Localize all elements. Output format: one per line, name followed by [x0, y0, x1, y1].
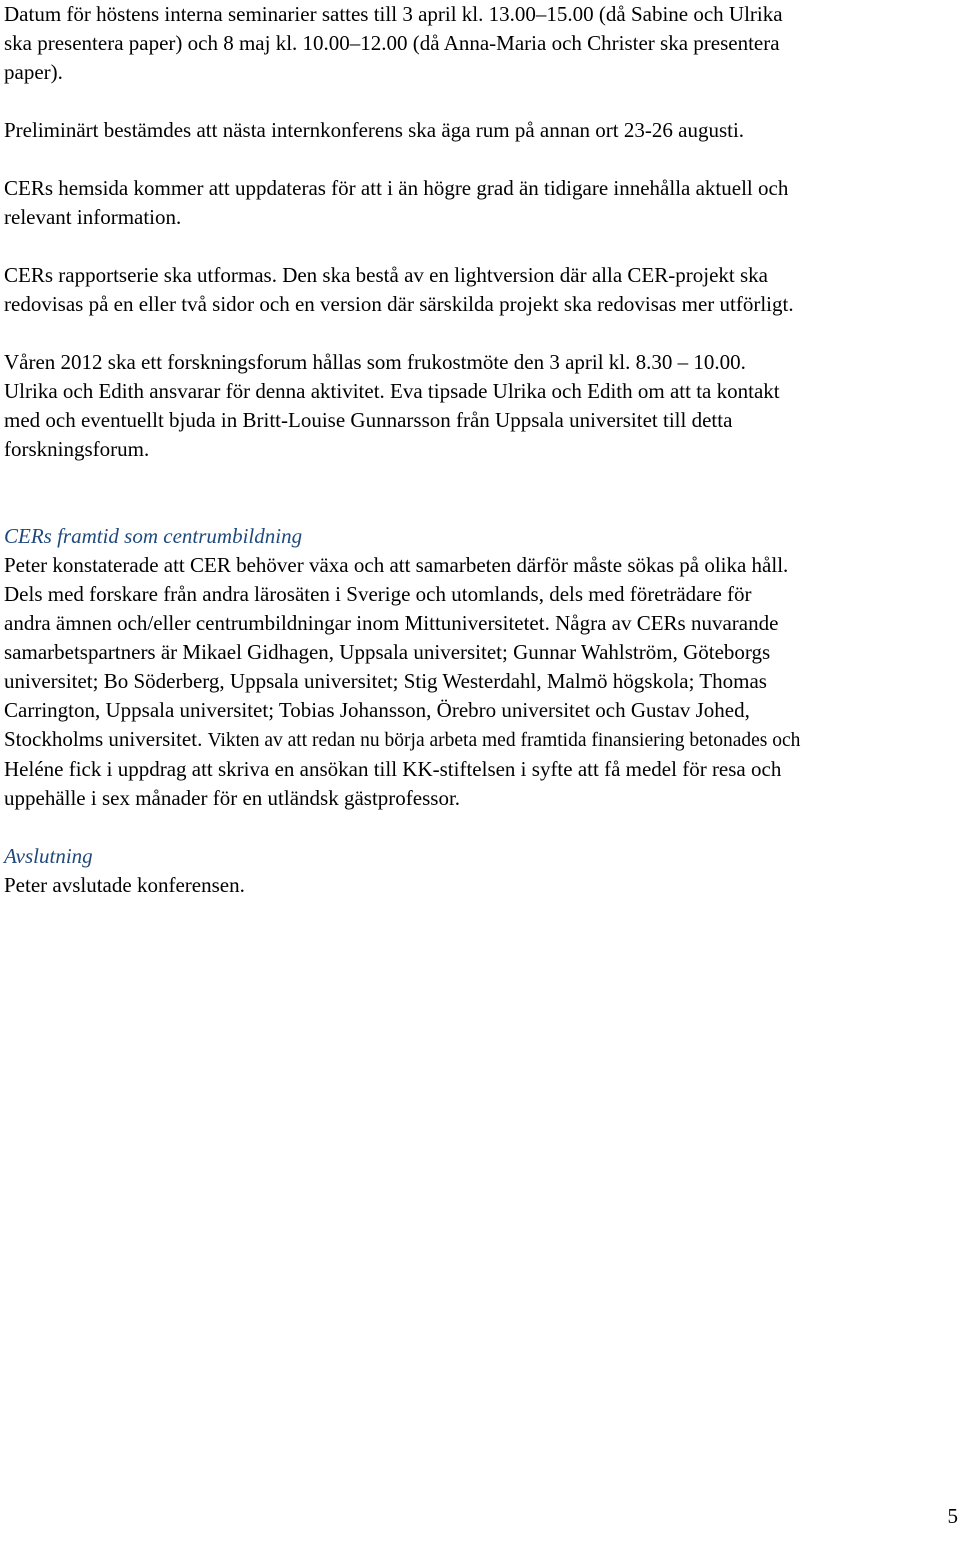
document-body — [4, 0, 956, 900]
text-line: relevant information. — [4, 205, 182, 229]
paragraph-research-forum — [4, 348, 956, 464]
text-line: Heléne fick i uppdrag att skriva en ansökan till KK-stiftelsen i syfte att få medel för resa och — [4, 757, 782, 781]
paragraph-website — [4, 174, 956, 232]
text-line: forskningsforum. — [4, 437, 150, 461]
text-line: andra ämnen och/eller centrumbildningar inom Mittuniversitetet. Några av CERs nuvarande — [4, 611, 779, 635]
text-line: uppehälle i sex månader för en utländsk gästprofessor. — [4, 786, 461, 810]
text-line: Ulrika och Edith ansvarar för denna aktivitet. Eva tipsade Ulrika och Edith om att ta kontakt — [4, 379, 780, 403]
text-line: med och eventuellt bjuda in Britt-Louise Gunnarsson från Uppsala universitet till detta — [4, 408, 733, 432]
section-heading: Avslutning — [4, 844, 93, 868]
text-line: Carrington, Uppsala universitet; Tobias Johansson, Örebro universitet och Gustav Johed, — [4, 698, 750, 722]
text-line: paper). — [4, 60, 63, 84]
text-line: CERs hemsida kommer att uppdateras för att i än högre grad än tidigare innehålla aktuell och — [4, 176, 789, 200]
text-line: Preliminärt bestämdes att nästa internkonferens ska äga rum på annan ort 23-26 augusti. — [4, 118, 745, 142]
text-line: Datum för höstens interna seminarier sattes till 3 april kl. 13.00–15.00 (då Sabine och Ulrika — [4, 2, 783, 26]
paragraph-internal-conference — [4, 116, 956, 145]
paragraph-seminar-dates — [4, 0, 956, 87]
text-line-mixed — [4, 725, 956, 755]
text-line: Dels med forskare från andra lärosäten i Sverige och utomlands, dels med företrädare för — [4, 582, 752, 606]
text-line: redovisas på en eller två sidor och en version där särskilda projekt ska redovisas mer utförligt. — [4, 292, 794, 316]
text-line: Våren 2012 ska ett forskningsforum hållas som frukostmöte den 3 april kl. 8.30 – 10.00. — [4, 350, 746, 374]
text-line: Peter konstaterade att CER behöver växa och att samarbeten därför måste sökas på olika håll. — [4, 553, 789, 577]
text-segment-small: Vikten av att redan nu börja arbeta med framtida finansiering betonades och — [207, 730, 801, 751]
section-centre-future — [4, 522, 956, 813]
text-line: CERs rapportserie ska utformas. Den ska bestå av en lightversion där alla CER-projekt ska — [4, 263, 768, 287]
section-heading: CERs framtid som centrumbildning — [4, 524, 303, 548]
text-segment: Stockholms universitet. — [4, 727, 208, 751]
text-line: ska presentera paper) och 8 maj kl. 10.00–12.00 (då Anna-Maria och Christer ska presentera — [4, 31, 780, 55]
paragraph-report-series — [4, 261, 956, 319]
section-closing — [4, 842, 956, 900]
text-line: Peter avslutade konferensen. — [4, 873, 245, 897]
text-line: universitet; Bo Söderberg, Uppsala universitet; Stig Westerdahl, Malmö högskola; Thomas — [4, 669, 767, 693]
page-number: 5 — [947, 1504, 958, 1528]
text-line: samarbetspartners är Mikael Gidhagen, Uppsala universitet; Gunnar Wahlström, Göteborgs — [4, 640, 771, 664]
